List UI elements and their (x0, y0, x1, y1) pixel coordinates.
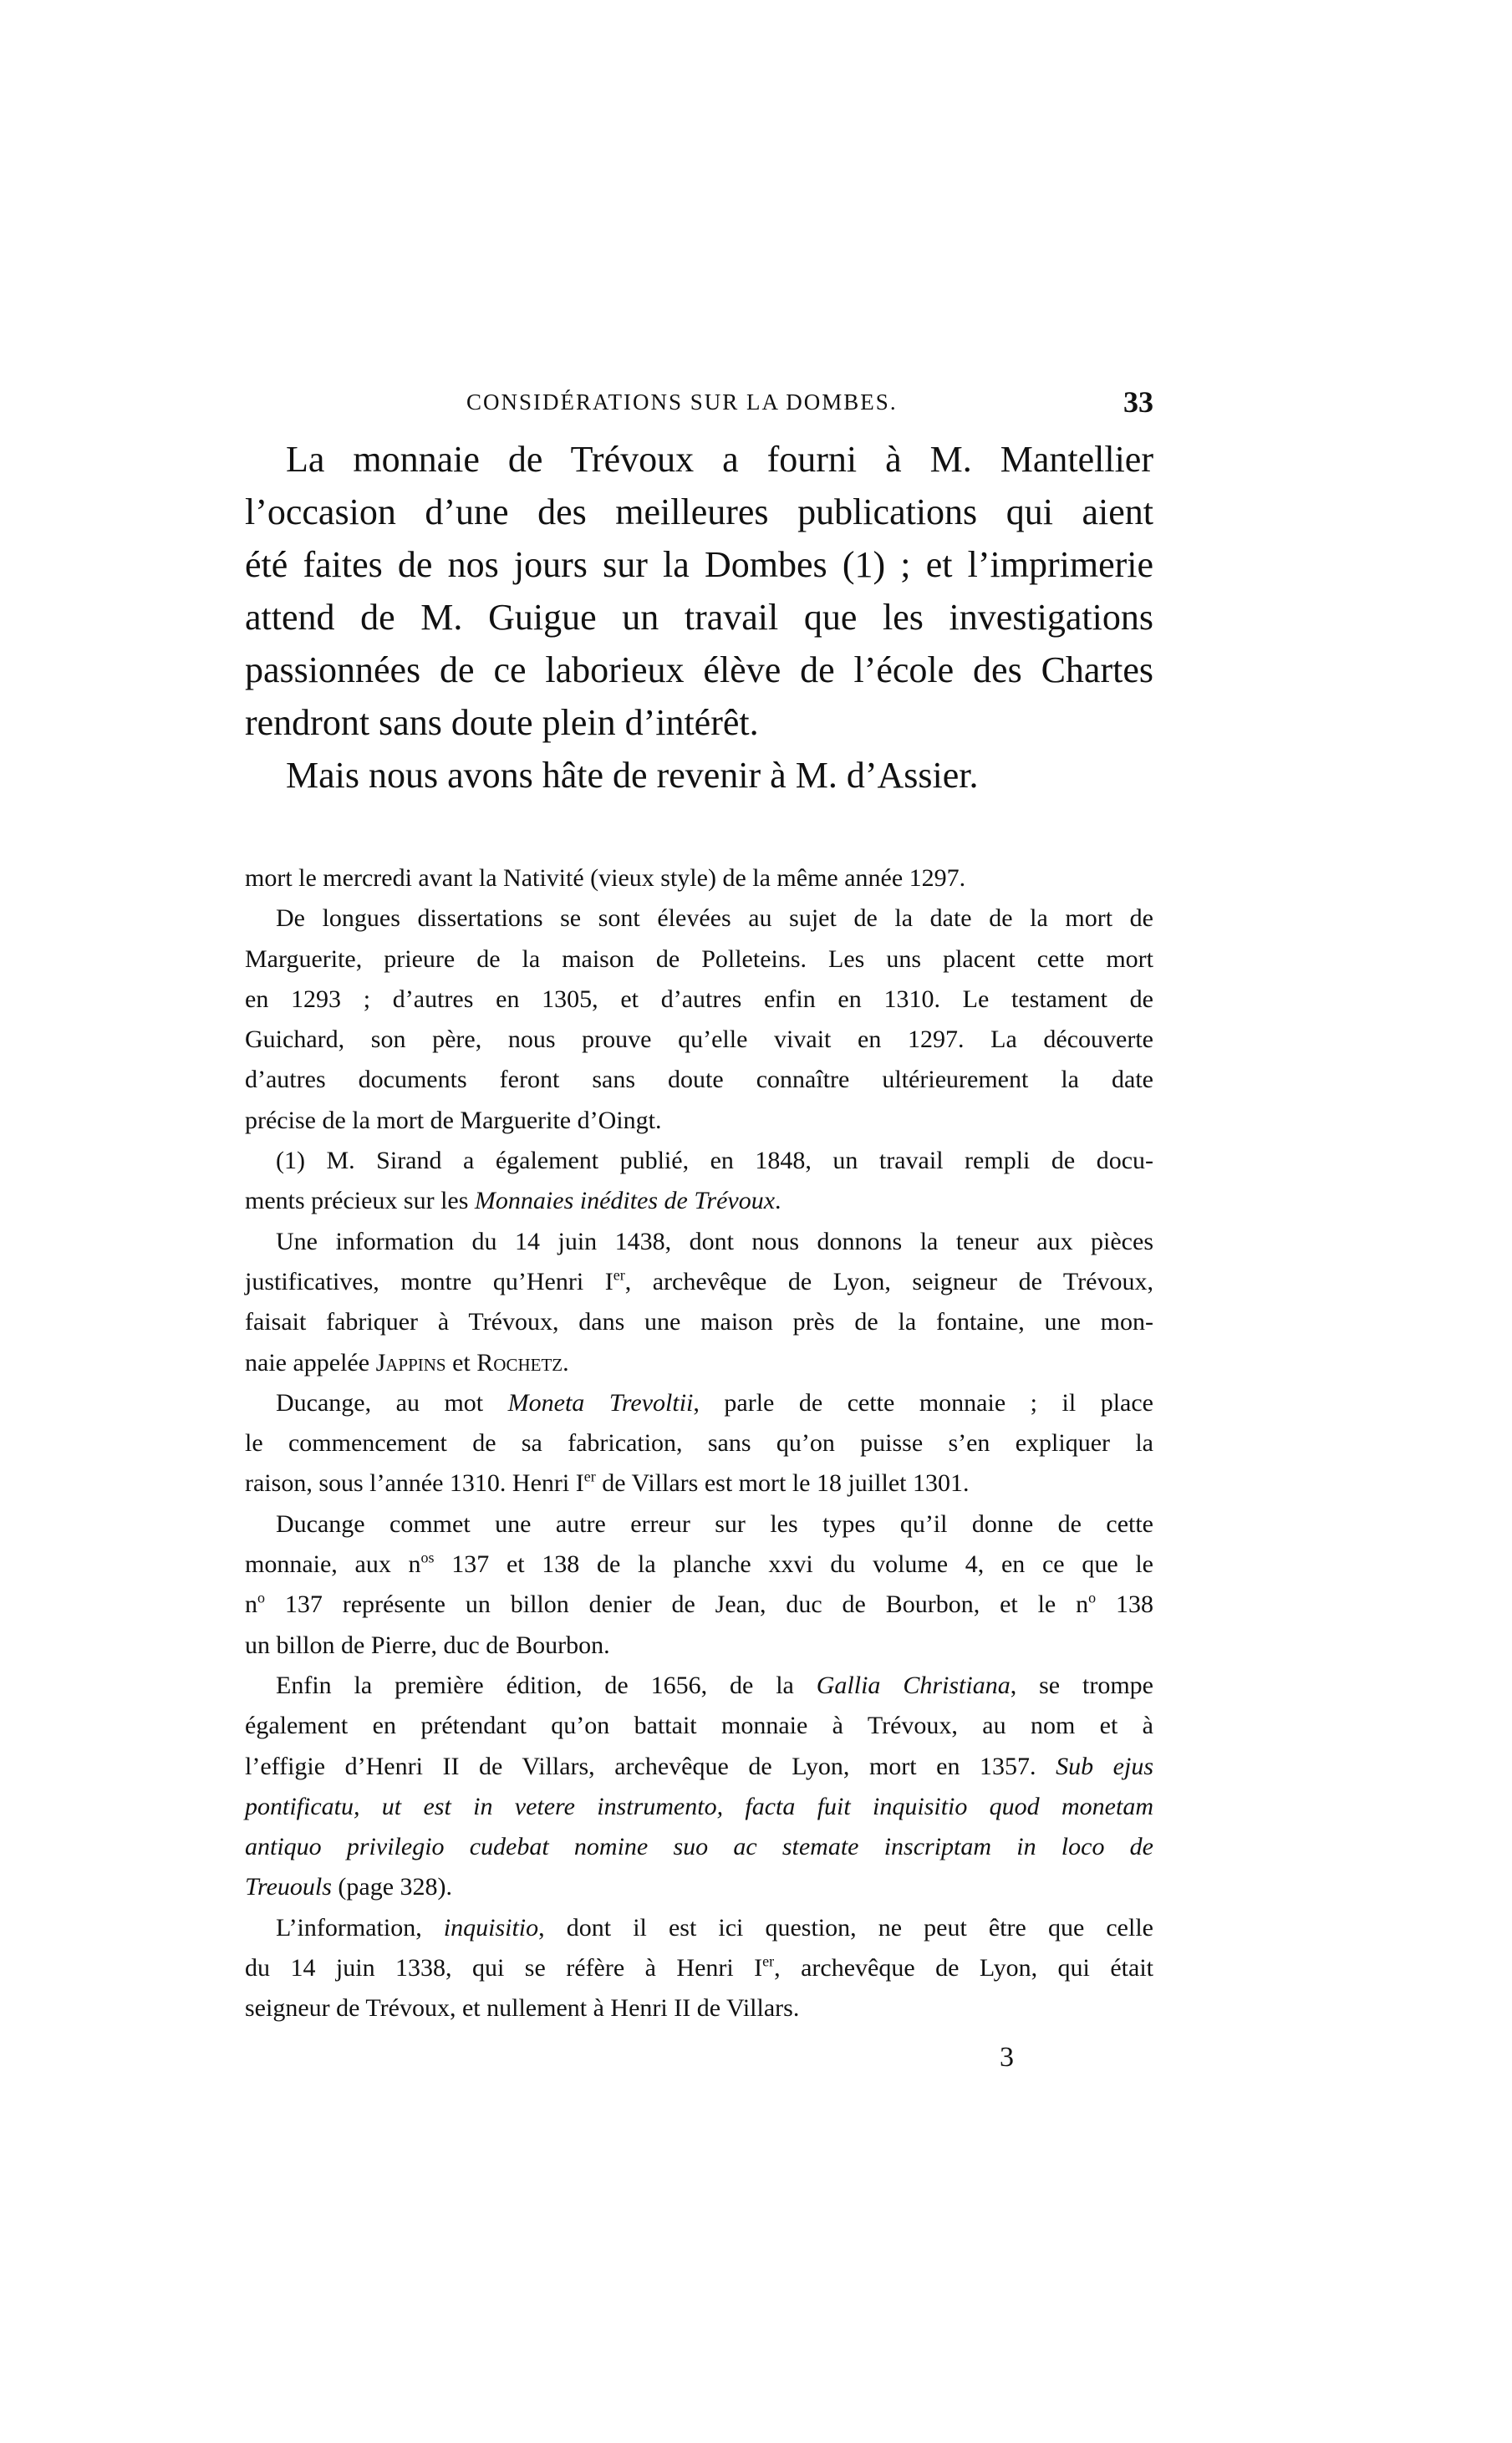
paragraph (245, 858, 1153, 898)
text-line: De longues dissertations se sont élevées au sujet de la date de la mort de (276, 904, 1153, 933)
text-line: d’autres documents feront sans doute connaître ultérieurement la date (245, 1066, 1153, 1094)
text-line: Treuouls (page 328). (245, 1873, 453, 1901)
text-line: naie appelée Jappins et Rochetz. (245, 1348, 569, 1377)
italic-run: Gallia Christiana (816, 1671, 1011, 1699)
text-line: Enfin la première édition, de 1656, de la Gallia Christiana, se trompe (276, 1671, 1153, 1699)
paragraph (245, 1141, 1153, 1222)
text-line: seigneur de Trévoux, et nullement à Henri II de Villars. (245, 1994, 800, 2023)
page-number: 33 (1123, 385, 1153, 419)
small-caps-run: Rochetz (476, 1348, 563, 1377)
superscript: er (762, 1952, 775, 1970)
italic-run: inquisitio (443, 1913, 539, 1942)
text-line: l’occasion d’une des meilleures publications qui aient (245, 491, 1153, 532)
text-line: passionnées de ce laborieux élève de l’école des Chartes (245, 649, 1153, 690)
text-line: Ducange commet une autre erreur sur les types qu’il donne de cette (276, 1509, 1153, 1538)
text-line: du 14 juin 1338, qui se réfère à Henri Ier, archevêque de Lyon, qui était (245, 1952, 1153, 1982)
text-line: été faites de nos jours sur la Dombes (1) ; et l’imprimerie (245, 544, 1153, 585)
small-caps-run: Jappins (375, 1348, 446, 1377)
text-line: ments précieux sur les Monnaies inédites de Trévoux. (245, 1187, 781, 1215)
superscript: o (1088, 1589, 1097, 1606)
paragraph (245, 749, 1153, 802)
text-line: Mais nous avons hâte de revenir à M. d’Assier. (286, 755, 979, 796)
text-line: faisait fabriquer à Trévoux, dans une maison près de la fontaine, une mon- (245, 1308, 1153, 1336)
italic-run: Monnaies inédites de Trévoux (474, 1187, 776, 1215)
text-line: Ducange, au mot Moneta Trevoltii, parle de cette monnaie ; il place (276, 1388, 1153, 1417)
text-line: Marguerite, prieure de la maison de Polleteins. Les uns placent cette mort (245, 944, 1153, 973)
text-line: attend de M. Guigue un travail que les investigations (245, 597, 1153, 638)
text-line: monnaie, aux $n^{os}$ 137 et 138 de la planche xxvi du volume 4, en ce que le (245, 1549, 1153, 1579)
text-line: justificatives, montre qu’Henri Ier, archevêque de Lyon, seigneur de Trévoux, (245, 1266, 1153, 1295)
superscript: o (257, 1589, 265, 1606)
text-line: Une information du 14 juin 1438, dont nous donnons la teneur aux pièces (276, 1227, 1153, 1255)
superscript: os (420, 1549, 435, 1566)
text-line: un billon de Pierre, duc de Bourbon. (245, 1631, 610, 1659)
text-line (245, 1827, 1153, 1867)
italic-run: antiquo privilegio cudebat nomine suo ac stemate inscriptam in loco de (245, 1833, 1153, 1861)
superscript: er (583, 1468, 596, 1485)
paragraph (245, 1383, 1153, 1504)
paragraph (245, 1504, 1153, 1666)
text-line: Guichard, son père, nous prouve qu’elle vivait en 1297. La découverte (245, 1026, 1153, 1054)
superscript: er (613, 1266, 625, 1284)
text-line: raison, sous l’année 1310. Henri Ier de Villars est mort le 18 juillet 1301. (245, 1468, 970, 1498)
running-head (245, 383, 1153, 421)
text-line: l’effigie d’Henri II de Villars, archevêque de Lyon, mort en 1357. Sub ejus (245, 1752, 1153, 1780)
italic-run: Treuouls (245, 1873, 332, 1901)
italic-run: Moneta Trevoltii (507, 1388, 694, 1417)
paragraph (245, 898, 1153, 1141)
text-line: en 1293 ; d’autres en 1305, et d’autres enfin en 1310. Le testament de (245, 985, 1153, 1013)
paragraph (245, 1666, 1153, 1908)
signature-mark: 3 (1000, 2042, 1014, 2073)
footnotes (245, 858, 1153, 2029)
paragraph (245, 433, 1153, 749)
text-line: (1) M. Sirand a également publié, en 1848, un travail rempli de docu- (276, 1147, 1153, 1175)
text-line: également en prétendant qu’on battait monnaie à Trévoux, au nom et à (245, 1712, 1153, 1740)
text-line: le commencement de sa fabrication, sans qu’on puisse s’en expliquer la (245, 1429, 1153, 1458)
main-text (245, 433, 1153, 802)
text-line: La monnaie de Trévoux a fourni à M. Mantellier (286, 439, 1153, 480)
paragraph (245, 1222, 1153, 1383)
paragraph (245, 1908, 1153, 2029)
text-line: $n^o$ 137 représente un billon denier de Jean, duc de Bourbon, et le $n^o$ 138 (245, 1589, 1154, 1619)
text-line: L’information, inquisitio, dont il est ici question, ne peut être que celle (276, 1913, 1153, 1942)
italic-run: Sub ejus (1056, 1752, 1153, 1780)
text-line: précise de la mort de Marguerite d’Oingt. (245, 1106, 662, 1134)
italic-run: pontificatu, ut est in vetere instrumento, facta fuit inquisitio quod monetam (245, 1792, 1153, 1820)
text-line: mort le mercredi avant la Nativité (vieux style) de la même année 1297. (245, 864, 966, 892)
running-title: CONSIDÉRATIONS SUR LA DOMBES. (466, 389, 898, 415)
text-line (245, 1787, 1153, 1827)
text-line: rendront sans doute plein d’intérêt. (245, 702, 759, 743)
